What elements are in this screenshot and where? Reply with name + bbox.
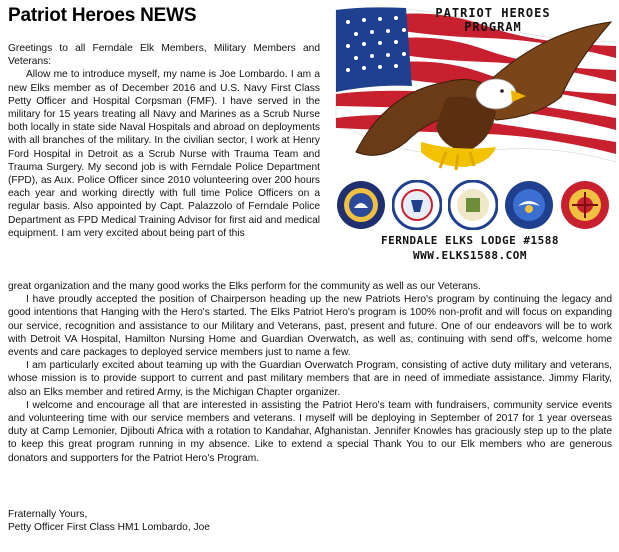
lodge-name: FERNDALE ELKS LODGE #1588: [380, 234, 560, 247]
closing: [8, 508, 210, 534]
coast-guard-seal-icon: [392, 180, 442, 230]
greeting: Greetings to all Ferndale Elk Members, Military Members and Veterans:: [8, 43, 320, 68]
paragraph-chairperson: I have proudly accepted the position of Chairperson heading up the new Patriots Hero's program by continuing the legacy and good intentions that Hanging with the Hero's started. The Elks Patriot Hero's program is 100% non-profit and will focus on expanding our service, recognition and assistance to our Military and Veterans, past, present and future. One of our endeavors will be to work with Detroit VA Hospital, Hamilton Nursing Home and Guardian Overwatch, as well as, continuing with send off's, welcome home events and care packages to deployed service members just to name a few.: [8, 294, 612, 359]
signature: Petty Officer First Class HM1 Lombardo, Joe: [8, 522, 210, 534]
article-body: [8, 280, 612, 465]
paragraph-invitation: I welcome and encourage all that are interested in assisting the Patriot Hero's team with fundraisers, community service events and volunteering time with our service members and veterans. I myself will be deploying in September of 2017 for 1 year overseas duty at Camp Lemonier, Djibouti Africa with a rotation to Kandahar, Afghanistan. Jennifer Knowles has graciously step up to the plate to keep this great program running in my absence. Like to extend a special Thank You to our Elk members who are generous donators and supporters for the Patriot Hero's Program.: [8, 399, 612, 464]
paragraph-guardian-overwatch: I am particularly excited about teaming up with the Guardian Overwatch Program, consisting of active duty military and veterans, whose mission is to provide support to current and past military members that are in need of immediate assistance. Jimmy Flarity, also an Elks member and retired Army, is the Michigan Chapter organizer.: [8, 360, 612, 398]
article-intro: [8, 42, 320, 240]
air-force-seal-icon: [504, 180, 554, 230]
paragraph-intro-end: great organization and the many good works the Elks perform for the community as well as our Veterans.: [8, 281, 481, 292]
logo-title-line1: PATRIOT HEROES: [435, 6, 551, 20]
navy-seal-icon: [336, 180, 386, 230]
page-title: Patriot Heroes NEWS: [8, 5, 197, 26]
logo-title-line2: PROGRAM: [464, 20, 522, 34]
logo-title: [408, 6, 578, 34]
paragraph-intro: Allow me to introduce myself, my name is Joe Lombardo. I am a new Elks member as of December 2016 and U.S. Navy First Class Petty Officer and Hospital Corpsman (FMF). I have served in the military for 15 years treating all Navy and Marines as a Scrub Nurse both locally in state side Naval Hospitals and abroad on deployments with all branches of the military. In the civilian sector, I work at Henry Ford Hospital in Detroit as a Scrub Nurse with Trauma Team and Trauma Surgery. My second job is with Ferndale Police Department (FPD), as Aux. Police Officer since 2010 volunteering over 200 hours each year and working directly with full time Police Officers on a regular basis. Also appointed by Capt. Palazzolo of Ferndale Police Department as FPD Medical Training Advisor for first aid and medical equipment. I am very excited about being part of this: [8, 69, 320, 239]
valediction: Fraternally Yours,: [8, 509, 88, 520]
marine-corps-seal-icon: [560, 180, 610, 230]
military-seals-row: [330, 180, 615, 232]
lodge-website-link[interactable]: WWW.ELKS1588.COM: [413, 249, 527, 262]
army-seal-icon: [448, 180, 498, 230]
